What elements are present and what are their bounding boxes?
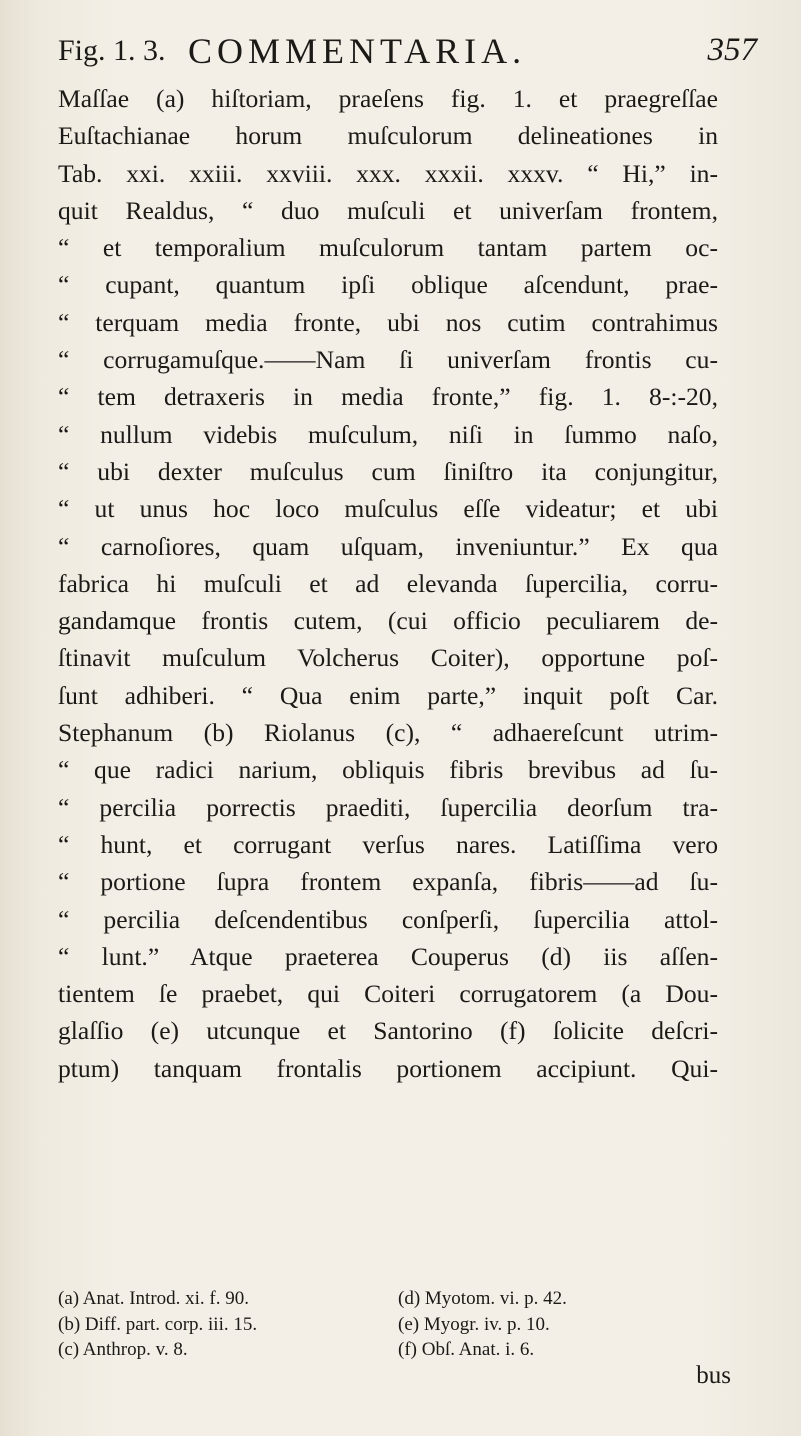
running-title: COMMENTARIA. bbox=[188, 31, 527, 71]
text-line: “ portione ſupra frontem expanſa, fibris——ad ſu- bbox=[58, 867, 718, 897]
text-line: ſtinavit muſculum Volcherus Coiter), opportune poſ- bbox=[58, 643, 718, 673]
footnote-b: (b) Diff. part. corp. iii. 15. bbox=[58, 1313, 258, 1335]
text-line: “ et temporalium muſculorum tantam partem oc- bbox=[58, 233, 718, 263]
footnote-e: (e) Myogr. iv. p. 10. bbox=[398, 1313, 550, 1335]
footnote-a: (a) Anat. Introd. xi. f. 90. bbox=[58, 1288, 250, 1309]
text-line: “ que radici narium, obliquis fibris brevibus ad ſu- bbox=[58, 755, 718, 785]
text-line: “ percilia porrectis praediti, ſupercilia deorſum tra- bbox=[58, 792, 718, 822]
text-line: “ percilia deſcendentibus conſperſi, ſupercilia attol- bbox=[58, 904, 718, 934]
figure-reference: Fig. 1. 3. bbox=[58, 34, 166, 67]
footnote-row bbox=[58, 1286, 738, 1312]
text-line: Maſſae (a) hiſtoriam, praeſens fig. 1. et praegreſſae bbox=[58, 84, 718, 113]
footnote-row bbox=[58, 1312, 738, 1338]
text-line: Tab. xxi. xxiii. xxviii. xxx. xxxii. xxxv. “ Hi,” in- bbox=[58, 158, 718, 188]
page-header bbox=[58, 20, 759, 76]
footnotes bbox=[58, 1286, 738, 1363]
text-line: ptum) tanquam frontalis portionem accipiunt. Qui- bbox=[58, 1053, 718, 1083]
text-line: gandamque frontis cutem, (cui officio peculiarem de- bbox=[58, 606, 718, 636]
text-line: Stephanum (b) Riolanus (c), “ adhaereſcunt utrim- bbox=[58, 718, 718, 748]
text-line: Euſtachianae horum muſculorum delineationes in bbox=[58, 121, 718, 151]
text-line: “ terquam media fronte, ubi nos cutim contrahimus bbox=[58, 307, 718, 337]
text-line: “ carnoſiores, quam uſquam, inveniuntur.” Ex qua bbox=[58, 531, 718, 561]
text-line: quit Realdus, “ duo muſculi et univerſam frontem, bbox=[58, 195, 718, 225]
text-line: glaſſio (e) utcunque et Santorino (f) ſolicite deſcri- bbox=[58, 1016, 718, 1046]
main-text bbox=[58, 80, 718, 1087]
text-line: “ ubi dexter muſculus cum ſiniſtro ita conjungitur, bbox=[58, 456, 718, 486]
text-line: “ nullum videbis muſculum, niſi in ſummo naſo, bbox=[58, 419, 718, 449]
text-line: “ hunt, et corrugant verſus nares. Latiſſima vero bbox=[58, 829, 718, 859]
catchword: bus bbox=[696, 1362, 731, 1389]
text-line: “ cupant, quantum ipſi oblique aſcendunt, prae- bbox=[58, 270, 718, 300]
footnote-row bbox=[58, 1337, 738, 1363]
text-line: “ lunt.” Atque praeterea Couperus (d) iis aſſen- bbox=[58, 941, 718, 971]
text-line: “ corrugamuſque.——Nam ſi univerſam frontis cu- bbox=[58, 345, 718, 375]
text-line: ſunt adhiberi. “ Qua enim parte,” inquit poſt Car. bbox=[58, 680, 718, 710]
text-line: fabrica hi muſculi et ad elevanda ſupercilia, corru- bbox=[58, 568, 718, 598]
footnote-d: (d) Myotom. vi. p. 42. bbox=[398, 1288, 567, 1309]
footnote-c: (c) Anthrop. v. 8. bbox=[58, 1339, 188, 1360]
text-line: “ ut unus hoc loco muſculus eſſe videatur; et ubi bbox=[58, 494, 718, 524]
text-line: “ tem detraxeris in media fronte,” fig. 1. 8-:-20, bbox=[58, 382, 718, 412]
page-number: 357 bbox=[707, 32, 757, 68]
footnote-f: (f) Obſ. Anat. i. 6. bbox=[398, 1339, 535, 1360]
text-line: tientem ſe praebet, qui Coiteri corrugatorem (a Dou- bbox=[58, 979, 718, 1009]
